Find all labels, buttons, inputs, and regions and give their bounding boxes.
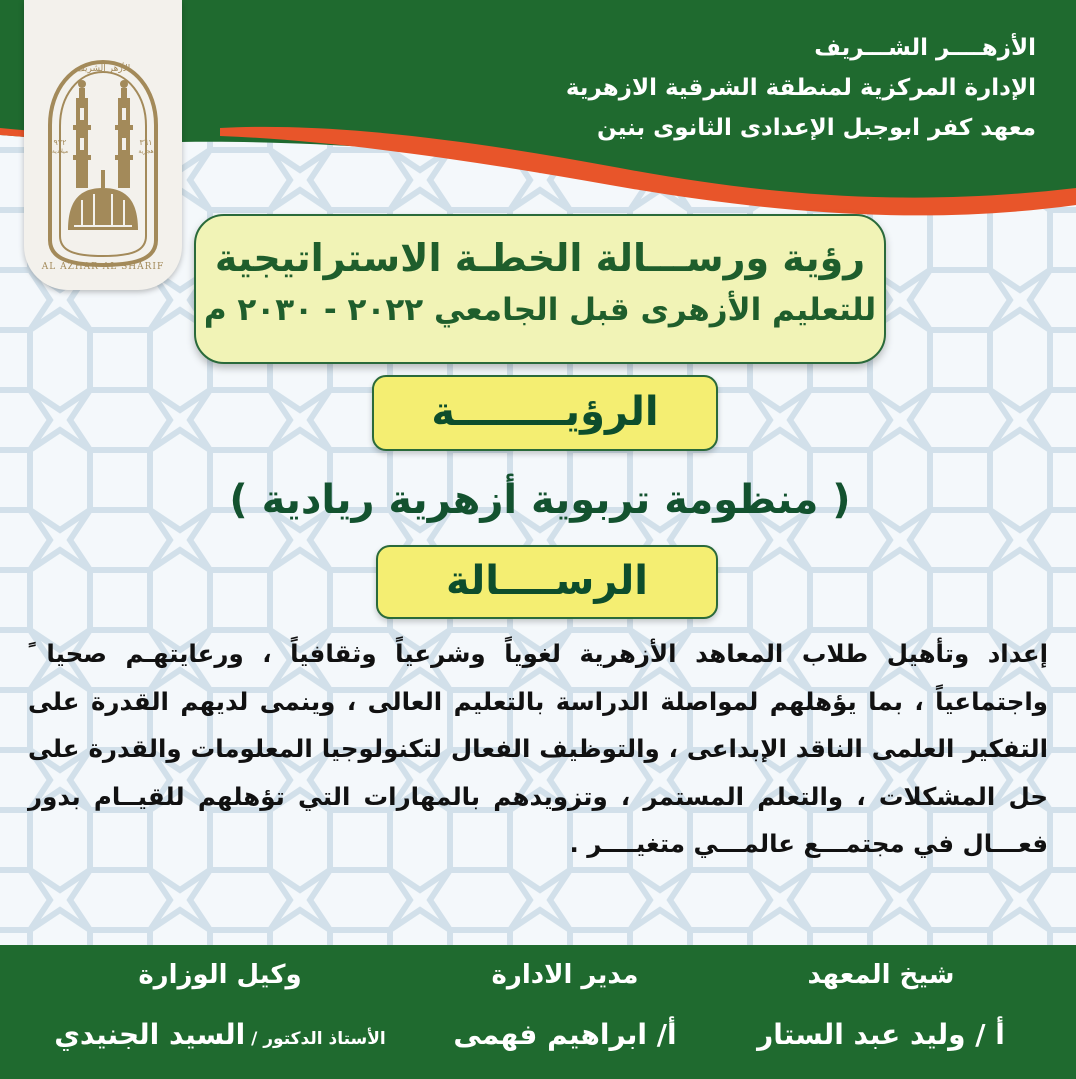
signature-sheikh-name: وليد عبد الستار <box>757 1018 966 1051</box>
title-line-1: رؤية ورســـالة الخطـة الاستراتيجية <box>214 236 866 280</box>
signature-undersecretary-role: وكيل الوزارة <box>138 960 302 990</box>
signature-sheikh-role: شيخ المعهد <box>807 960 955 990</box>
signature-director-name: ابراهيم فهمى <box>453 1018 647 1051</box>
logo-caption: AL AZHAR AL SHARIF <box>41 262 165 272</box>
signature-director-name-line <box>420 1015 710 1055</box>
signature-sheikh <box>726 955 1036 1055</box>
vision-heading: الرؤيــــــــة <box>372 375 718 451</box>
logo-year-hijri: ٣٦١ <box>139 138 153 147</box>
vision-text: ( منظومة تربوية أزهرية ريادية ) <box>229 477 851 523</box>
header-text-block <box>336 28 1036 148</box>
mission-heading: الرســــالة <box>376 545 718 619</box>
logo-arabic-top: الأزهر الشريف <box>75 64 131 74</box>
logo-year-left <box>48 138 72 156</box>
signature-director-prefix: أ/ <box>647 1018 677 1051</box>
signature-sheikh-prefix: أ / <box>965 1018 1005 1051</box>
signature-undersecretary-name-line <box>30 1015 410 1059</box>
logo-year-gregorian-label: ميلادية <box>51 148 69 155</box>
logo-year-right <box>134 138 158 156</box>
title-line-2: للتعليم الأزهرى قبل الجامعي ٢٠٢٢ - ٢٠٣٠ م <box>203 292 877 328</box>
signature-undersecretary <box>30 955 410 1059</box>
header-line-1: الأزهــــر الشـــريف <box>814 35 1036 61</box>
al-azhar-logo <box>24 0 182 290</box>
header-line-3: معهد كفر ابوجبل الإعدادى الثانوى بنين <box>597 115 1036 141</box>
mission-text: إعداد وتأهيل طلاب المعاهد الأزهرية لغوياً وشرعياً وثقافياً ، ورعايتهـم صحيا ً واجتماعياً ، بما يؤهلهم لمواصلة الدراسة بالتعليم العالى ، وينمى لديهم القدرة على التفكير العلمى الناقد الإبداعى ، والتوظيف الفعال لتكنولوجيا المعلومات والقدرة على حل المشكلات ، والتعلم المستمر ، وتزويدهم بالمهارات التي تؤهلهم للقيــام بدور فعـــال في مجتمـــع عالمـــي متغيــــر . <box>28 639 1048 858</box>
signature-sheikh-name-line <box>726 1015 1036 1055</box>
signature-undersecretary-prefix: الأستاذ الدكتور / <box>245 1029 386 1049</box>
logo-year-hijri-label: هجرية <box>138 148 154 155</box>
signature-undersecretary-name: السيد الجنيدي <box>54 1018 246 1051</box>
logo-year-gregorian: ٩٧٢ <box>53 138 67 147</box>
header-line-2: الإدارة المركزية لمنطقة الشرقية الازهرية <box>565 75 1036 101</box>
signature-director-role: مدير الادارة <box>491 960 639 990</box>
title-box <box>194 214 886 364</box>
signature-director <box>420 955 710 1055</box>
